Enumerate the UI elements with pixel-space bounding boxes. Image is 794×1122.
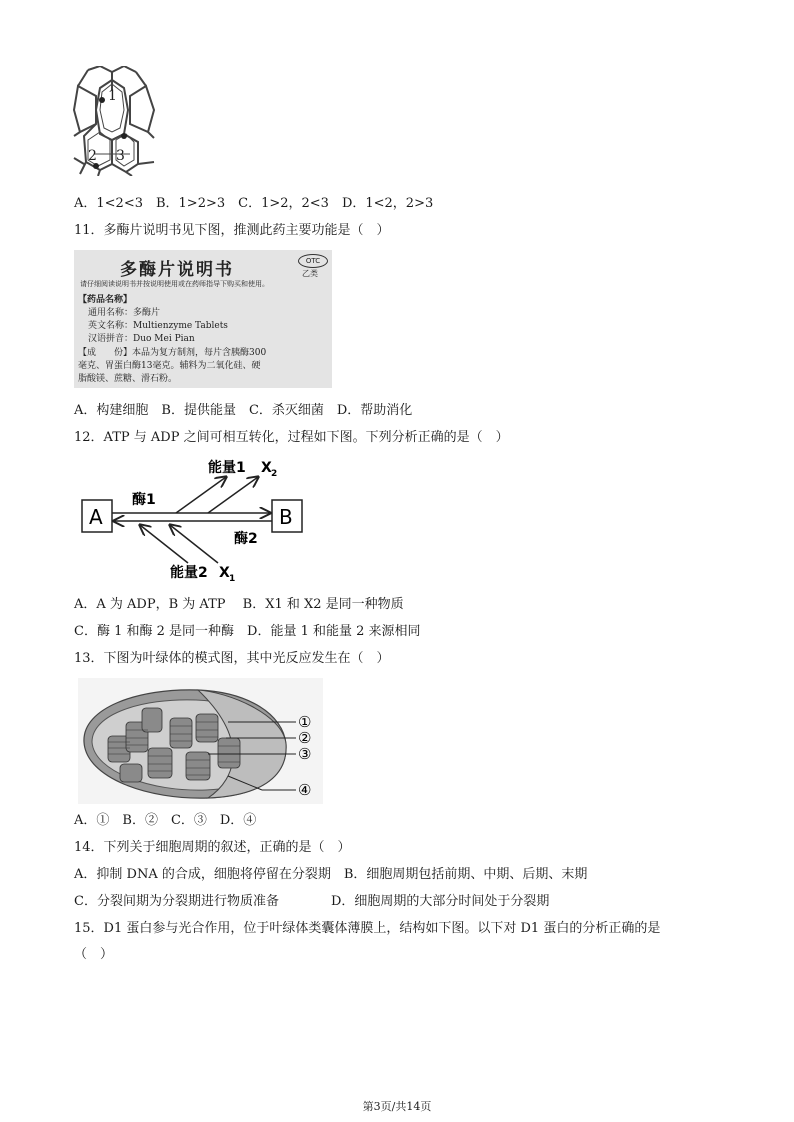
cell-label-2: 2 [88,148,97,164]
q12-stem: 12．ATP 与 ADP 之间可相互转化，过程如下图。下列分析正确的是（ ） [74,430,509,445]
cell-label-1: 1 [108,88,117,104]
page-footer: 第3页/共14页 [362,1100,432,1113]
chloroplast-diagram [78,678,323,804]
otc-badge: OTC [298,254,328,268]
label-class: 乙类 [302,269,318,278]
cell-diagram [72,66,156,176]
q15-stem-1: 15．D1 蛋白参与光合作用，位于叶绿体类囊体薄膜上，结构如下图。以下对 D1 蛋白的分析正确的是 [74,921,661,936]
label-composition-1: 【成 份】本品为复方制剂，每片含胰酶300 [78,348,267,358]
chloroplast-label-3: ③ [298,745,312,763]
q15-stem-2: （ ） [74,947,114,962]
q13-options: A．① B．② C．③ D．④ [74,813,257,828]
x2-label: X [261,460,272,476]
q14-options-1: A．抑制 DNA 的合成，细胞将停留在分裂期 B．细胞周期包括前期、中期、后期、末期 [74,867,588,882]
label-common-name: 通用名称：多酶片 [88,308,161,318]
chloroplast-label-2: ② [298,729,312,747]
q14-options-2: C．分裂间期为分裂期进行物质准备 D．细胞周期的大部分时间处于分裂期 [74,894,550,909]
box-b-label: B [279,505,293,529]
label-section: 【药品名称】 [78,295,133,305]
chloroplast-label-1: ① [298,713,312,731]
x2-subscript: 2 [271,469,278,479]
q14-stem: 14．下列关于细胞周期的叙述，正确的是（ ） [74,840,351,855]
q11-options: A．构建细胞 B．提供能量 C．杀灭细菌 D．帮助消化 [74,403,413,418]
q13-stem: 13．下图为叶绿体的模式图，其中光反应发生在（ ） [74,651,390,666]
atp-adp-diagram [80,455,310,585]
energy1-label: 能量1 [208,460,246,476]
q12-options-2: C．酶 1 和酶 2 是同一种酶 D．能量 1 和能量 2 来源相同 [74,624,421,639]
box-a-label: A [89,505,103,529]
q11-stem: 11．多酶片说明书见下图，推测此药主要功能是（ ） [74,223,390,238]
label-title: 多酶片说明书 [120,260,234,280]
x1-subscript: 1 [229,574,236,584]
q12-options-1: A．A 为 ADP，B 为 ATP B．X1 和 X2 是同一种物质 [74,597,404,612]
enzyme1-label: 酶1 [132,492,156,508]
medicine-label [74,250,332,388]
label-pinyin: 汉语拼音：Duo Mei Pian [88,334,195,344]
x1-label: X [219,565,230,581]
energy2-label: 能量2 [170,565,208,581]
q10-options: A．1<2<3 B．1>2>3 C．1>2，2<3 D．1<2，2>3 [74,196,434,211]
enzyme2-label: 酶2 [234,531,258,547]
label-composition-2: 毫克、胃蛋白酶13毫克。辅料为二氧化硅、硬 [78,361,261,371]
label-notice: 请仔细阅读说明书并按说明使用或在药师指导下购买和使用。 [80,280,269,288]
chloroplast-label-4: ④ [298,781,312,799]
label-english-name: 英文名称：Multienzyme Tablets [88,321,228,331]
label-composition-3: 脂酸镁、蔗糖、滑石粉。 [78,374,178,384]
cell-label-3: 3 [116,148,125,164]
